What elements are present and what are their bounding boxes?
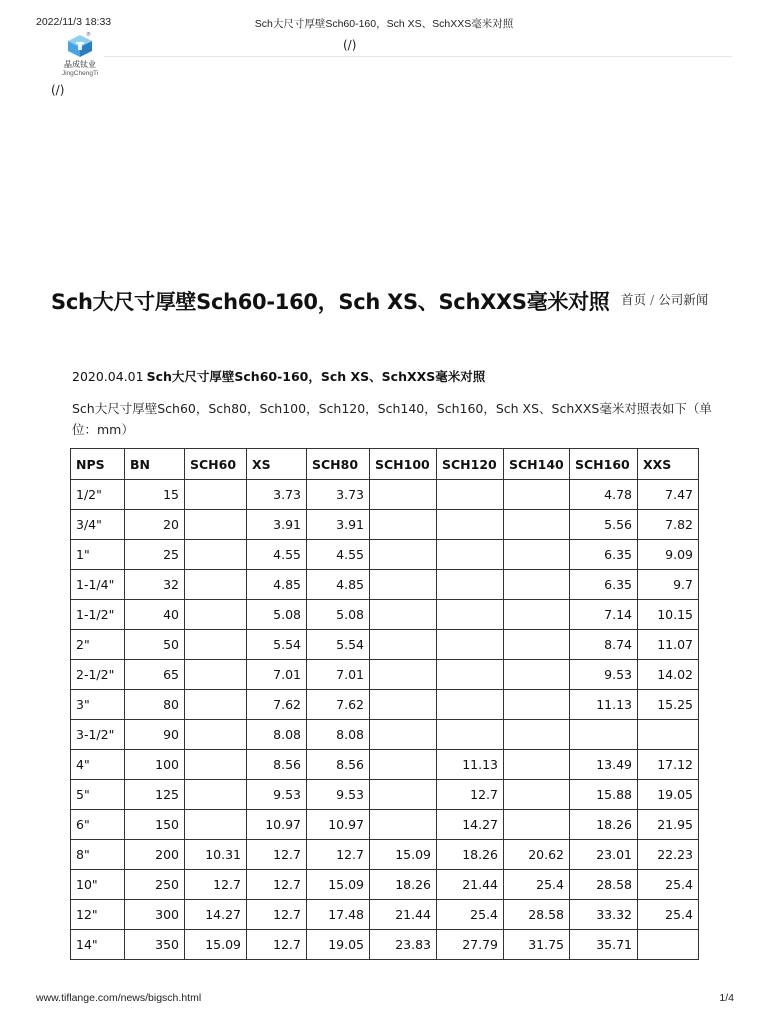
table-cell: 19.05 <box>307 930 370 960</box>
table-header-cell: XXS <box>638 449 699 480</box>
table-cell <box>370 510 437 540</box>
table-cell: 10.97 <box>307 810 370 840</box>
home-link-top[interactable]: (/) <box>343 38 357 52</box>
table-cell <box>437 720 504 750</box>
table-cell <box>185 720 247 750</box>
table-cell: 10.15 <box>638 600 699 630</box>
table-cell: 14.27 <box>437 810 504 840</box>
table-cell <box>437 600 504 630</box>
table-cell: 4.85 <box>247 570 307 600</box>
table-cell: 8.08 <box>307 720 370 750</box>
table-cell: 350 <box>125 930 185 960</box>
table-cell: 90 <box>125 720 185 750</box>
table-cell <box>185 690 247 720</box>
table-cell <box>570 720 638 750</box>
table-cell <box>185 630 247 660</box>
table-row <box>71 660 699 690</box>
table-cell: 10.97 <box>247 810 307 840</box>
article-intro: Sch大尺寸厚壁Sch60，Sch80，Sch100，Sch120，Sch140，Sch160，Sch XS、SchXXS毫米对照表如下（单位：mm） <box>72 401 712 437</box>
table-cell <box>185 660 247 690</box>
table-cell <box>437 630 504 660</box>
table-cell: 6" <box>71 810 125 840</box>
table-cell <box>185 480 247 510</box>
table-cell: 18.26 <box>437 840 504 870</box>
table-cell: 17.12 <box>638 750 699 780</box>
logo-cube-icon <box>67 34 93 58</box>
table-cell: 5.54 <box>247 630 307 660</box>
table-cell: 200 <box>125 840 185 870</box>
table-header-cell: SCH60 <box>185 449 247 480</box>
table-row <box>71 870 699 900</box>
table-cell: 12.7 <box>247 900 307 930</box>
table-cell: 1" <box>71 540 125 570</box>
table-cell: 7.01 <box>247 660 307 690</box>
table-cell <box>437 480 504 510</box>
table-cell: 40 <box>125 600 185 630</box>
table-cell: 5.08 <box>247 600 307 630</box>
table-cell: 31.75 <box>504 930 570 960</box>
table-cell: 5.08 <box>307 600 370 630</box>
table-cell <box>504 660 570 690</box>
table-cell: 7.82 <box>638 510 699 540</box>
table-row <box>71 540 699 570</box>
table-cell <box>504 480 570 510</box>
table-cell: 150 <box>125 810 185 840</box>
table-cell <box>437 690 504 720</box>
table-cell <box>437 540 504 570</box>
table-cell: 65 <box>125 660 185 690</box>
table-cell: 20.62 <box>504 840 570 870</box>
table-cell: 7.14 <box>570 600 638 630</box>
table-cell: 10.31 <box>185 840 247 870</box>
table-cell: 19.05 <box>638 780 699 810</box>
table-header-cell: SCH140 <box>504 449 570 480</box>
table-cell: 4" <box>71 750 125 780</box>
table-row <box>71 720 699 750</box>
table-cell: 12" <box>71 900 125 930</box>
article-meta <box>72 367 485 385</box>
table-cell: 28.58 <box>504 900 570 930</box>
table-cell <box>370 570 437 600</box>
table-cell: 25 <box>125 540 185 570</box>
table-cell: 3/4" <box>71 510 125 540</box>
table-cell: 8.56 <box>307 750 370 780</box>
table-cell <box>370 810 437 840</box>
table-cell: 4.55 <box>247 540 307 570</box>
table-cell: 8" <box>71 840 125 870</box>
table-cell: 7.01 <box>307 660 370 690</box>
site-logo[interactable] <box>56 34 104 78</box>
table-cell <box>185 780 247 810</box>
table-cell: 18.26 <box>370 870 437 900</box>
table-cell <box>370 600 437 630</box>
table-cell: 14.27 <box>185 900 247 930</box>
table-header-cell: BN <box>125 449 185 480</box>
table-cell: 11.13 <box>570 690 638 720</box>
page-title: Sch大尺寸厚壁Sch60-160，Sch XS、SchXXS毫米对照 <box>51 290 610 314</box>
table-cell <box>504 570 570 600</box>
table-cell: 80 <box>125 690 185 720</box>
table-header-cell: SCH100 <box>370 449 437 480</box>
table-row <box>71 690 699 720</box>
table-cell: 8.08 <box>247 720 307 750</box>
table-cell: 2-1/2" <box>71 660 125 690</box>
article-date: 2020.04.01 <box>72 369 144 384</box>
table-cell: 28.58 <box>570 870 638 900</box>
table-cell <box>185 510 247 540</box>
table-cell: 18.26 <box>570 810 638 840</box>
table-cell: 14.02 <box>638 660 699 690</box>
table-cell <box>504 630 570 660</box>
table-cell <box>185 810 247 840</box>
table-cell: 23.01 <box>570 840 638 870</box>
table-header-row <box>71 449 699 480</box>
table-cell: 3.73 <box>307 480 370 510</box>
print-header <box>0 14 768 34</box>
table-cell: 5" <box>71 780 125 810</box>
table-row <box>71 600 699 630</box>
table-row <box>71 570 699 600</box>
table-cell: 5.54 <box>307 630 370 660</box>
table-cell: 15 <box>125 480 185 510</box>
table-row <box>71 930 699 960</box>
table-cell: 22.23 <box>638 840 699 870</box>
table-row <box>71 780 699 810</box>
breadcrumb-section-link[interactable]: 公司新闻 <box>658 292 709 307</box>
table-cell <box>370 480 437 510</box>
table-cell: 4.55 <box>307 540 370 570</box>
table-cell: 3" <box>71 690 125 720</box>
table-body <box>71 480 699 960</box>
table-cell: 15.09 <box>185 930 247 960</box>
table-row <box>71 750 699 780</box>
table-cell: 300 <box>125 900 185 930</box>
table-cell: 1-1/4" <box>71 570 125 600</box>
table-cell: 8.56 <box>247 750 307 780</box>
table-cell: 21.44 <box>437 870 504 900</box>
table-cell <box>504 540 570 570</box>
table-cell: 3.91 <box>247 510 307 540</box>
table-cell: 9.09 <box>638 540 699 570</box>
schedule-table <box>70 448 699 960</box>
table-cell: 25.4 <box>504 870 570 900</box>
table-cell: 23.83 <box>370 930 437 960</box>
table-cell: 50 <box>125 630 185 660</box>
table-cell: 15.09 <box>307 870 370 900</box>
table-cell <box>370 660 437 690</box>
table-cell: 5.56 <box>570 510 638 540</box>
table-cell: 250 <box>125 870 185 900</box>
table-cell: 9.53 <box>247 780 307 810</box>
table-cell: 14" <box>71 930 125 960</box>
table-cell <box>185 540 247 570</box>
breadcrumb-home-link[interactable]: 首页 <box>621 292 647 307</box>
table-cell: 3-1/2" <box>71 720 125 750</box>
table-cell: 9.7 <box>638 570 699 600</box>
table-cell <box>638 930 699 960</box>
table-cell: 12.7 <box>247 840 307 870</box>
table-cell <box>504 510 570 540</box>
table-header-cell: SCH160 <box>570 449 638 480</box>
table-row <box>71 810 699 840</box>
table-cell <box>504 720 570 750</box>
table-cell <box>185 570 247 600</box>
table-cell: 27.79 <box>437 930 504 960</box>
table-cell: 6.35 <box>570 570 638 600</box>
header-divider <box>104 56 732 57</box>
home-link-secondary[interactable]: (/) <box>51 83 65 97</box>
table-cell <box>437 660 504 690</box>
table-cell: 32 <box>125 570 185 600</box>
print-doc-title: Sch大尺寸厚壁Sch60-160，Sch XS、SchXXS毫米对照 <box>254 18 514 30</box>
table-cell: 4.85 <box>307 570 370 600</box>
table-header-cell: SCH80 <box>307 449 370 480</box>
table-cell <box>370 750 437 780</box>
table-cell: 9.53 <box>307 780 370 810</box>
table-cell: 7.62 <box>247 690 307 720</box>
breadcrumb-separator: / <box>650 292 655 307</box>
table-row <box>71 480 699 510</box>
table-cell <box>185 750 247 780</box>
table-cell: 13.49 <box>570 750 638 780</box>
table-cell: 12.7 <box>307 840 370 870</box>
print-timestamp: 2022/11/3 18:33 <box>36 16 112 28</box>
table-cell: 12.7 <box>437 780 504 810</box>
table-cell: 100 <box>125 750 185 780</box>
table-cell: 12.7 <box>247 870 307 900</box>
print-page-number: 1/4 <box>719 992 734 1004</box>
table-header-cell: XS <box>247 449 307 480</box>
table-cell: 20 <box>125 510 185 540</box>
table-cell: 15.25 <box>638 690 699 720</box>
table-cell: 17.48 <box>307 900 370 930</box>
table-row <box>71 840 699 870</box>
table-cell: 6.35 <box>570 540 638 570</box>
table-cell: 3.91 <box>307 510 370 540</box>
table-row <box>71 510 699 540</box>
table-cell: 15.88 <box>570 780 638 810</box>
logo-name-cn: 晶成钛业 <box>64 60 96 69</box>
table-cell: 7.47 <box>638 480 699 510</box>
table-cell <box>185 600 247 630</box>
table-cell: 1/2" <box>71 480 125 510</box>
table-cell: 21.44 <box>370 900 437 930</box>
table-cell: 25.4 <box>437 900 504 930</box>
breadcrumb <box>621 290 708 308</box>
table-cell <box>370 540 437 570</box>
table-cell: 9.53 <box>570 660 638 690</box>
table-cell: 3.73 <box>247 480 307 510</box>
table-cell: 12.7 <box>185 870 247 900</box>
table-cell <box>370 630 437 660</box>
table-cell <box>504 750 570 780</box>
table-header-cell: SCH120 <box>437 449 504 480</box>
article-title: Sch大尺寸厚壁Sch60-160，Sch XS、SchXXS毫米对照 <box>146 369 486 384</box>
table-cell <box>370 720 437 750</box>
table-cell <box>504 780 570 810</box>
table-cell: 33.32 <box>570 900 638 930</box>
table-cell: 1-1/2" <box>71 600 125 630</box>
table-cell <box>504 600 570 630</box>
table-row <box>71 900 699 930</box>
table-cell: 25.4 <box>638 900 699 930</box>
print-footer-url: www.tiflange.com/news/bigsch.html <box>36 992 202 1004</box>
table-header-cell: NPS <box>71 449 125 480</box>
table-cell <box>504 690 570 720</box>
table-cell <box>370 690 437 720</box>
table-cell: 2" <box>71 630 125 660</box>
table-row <box>71 630 699 660</box>
table-cell: 10" <box>71 870 125 900</box>
table-cell: 7.62 <box>307 690 370 720</box>
registered-mark: ® <box>86 32 91 38</box>
table-cell: 4.78 <box>570 480 638 510</box>
table-cell: 11.07 <box>638 630 699 660</box>
table-cell <box>638 720 699 750</box>
table-cell: 11.13 <box>437 750 504 780</box>
table-cell: 125 <box>125 780 185 810</box>
table-cell: 21.95 <box>638 810 699 840</box>
table-cell: 12.7 <box>247 930 307 960</box>
table-cell: 15.09 <box>370 840 437 870</box>
table-cell <box>504 810 570 840</box>
table-cell: 8.74 <box>570 630 638 660</box>
table-cell: 35.71 <box>570 930 638 960</box>
table-cell: 25.4 <box>638 870 699 900</box>
logo-name-en: JingChengTi <box>61 70 99 77</box>
table-cell <box>437 510 504 540</box>
table-cell <box>370 780 437 810</box>
table-cell <box>437 570 504 600</box>
